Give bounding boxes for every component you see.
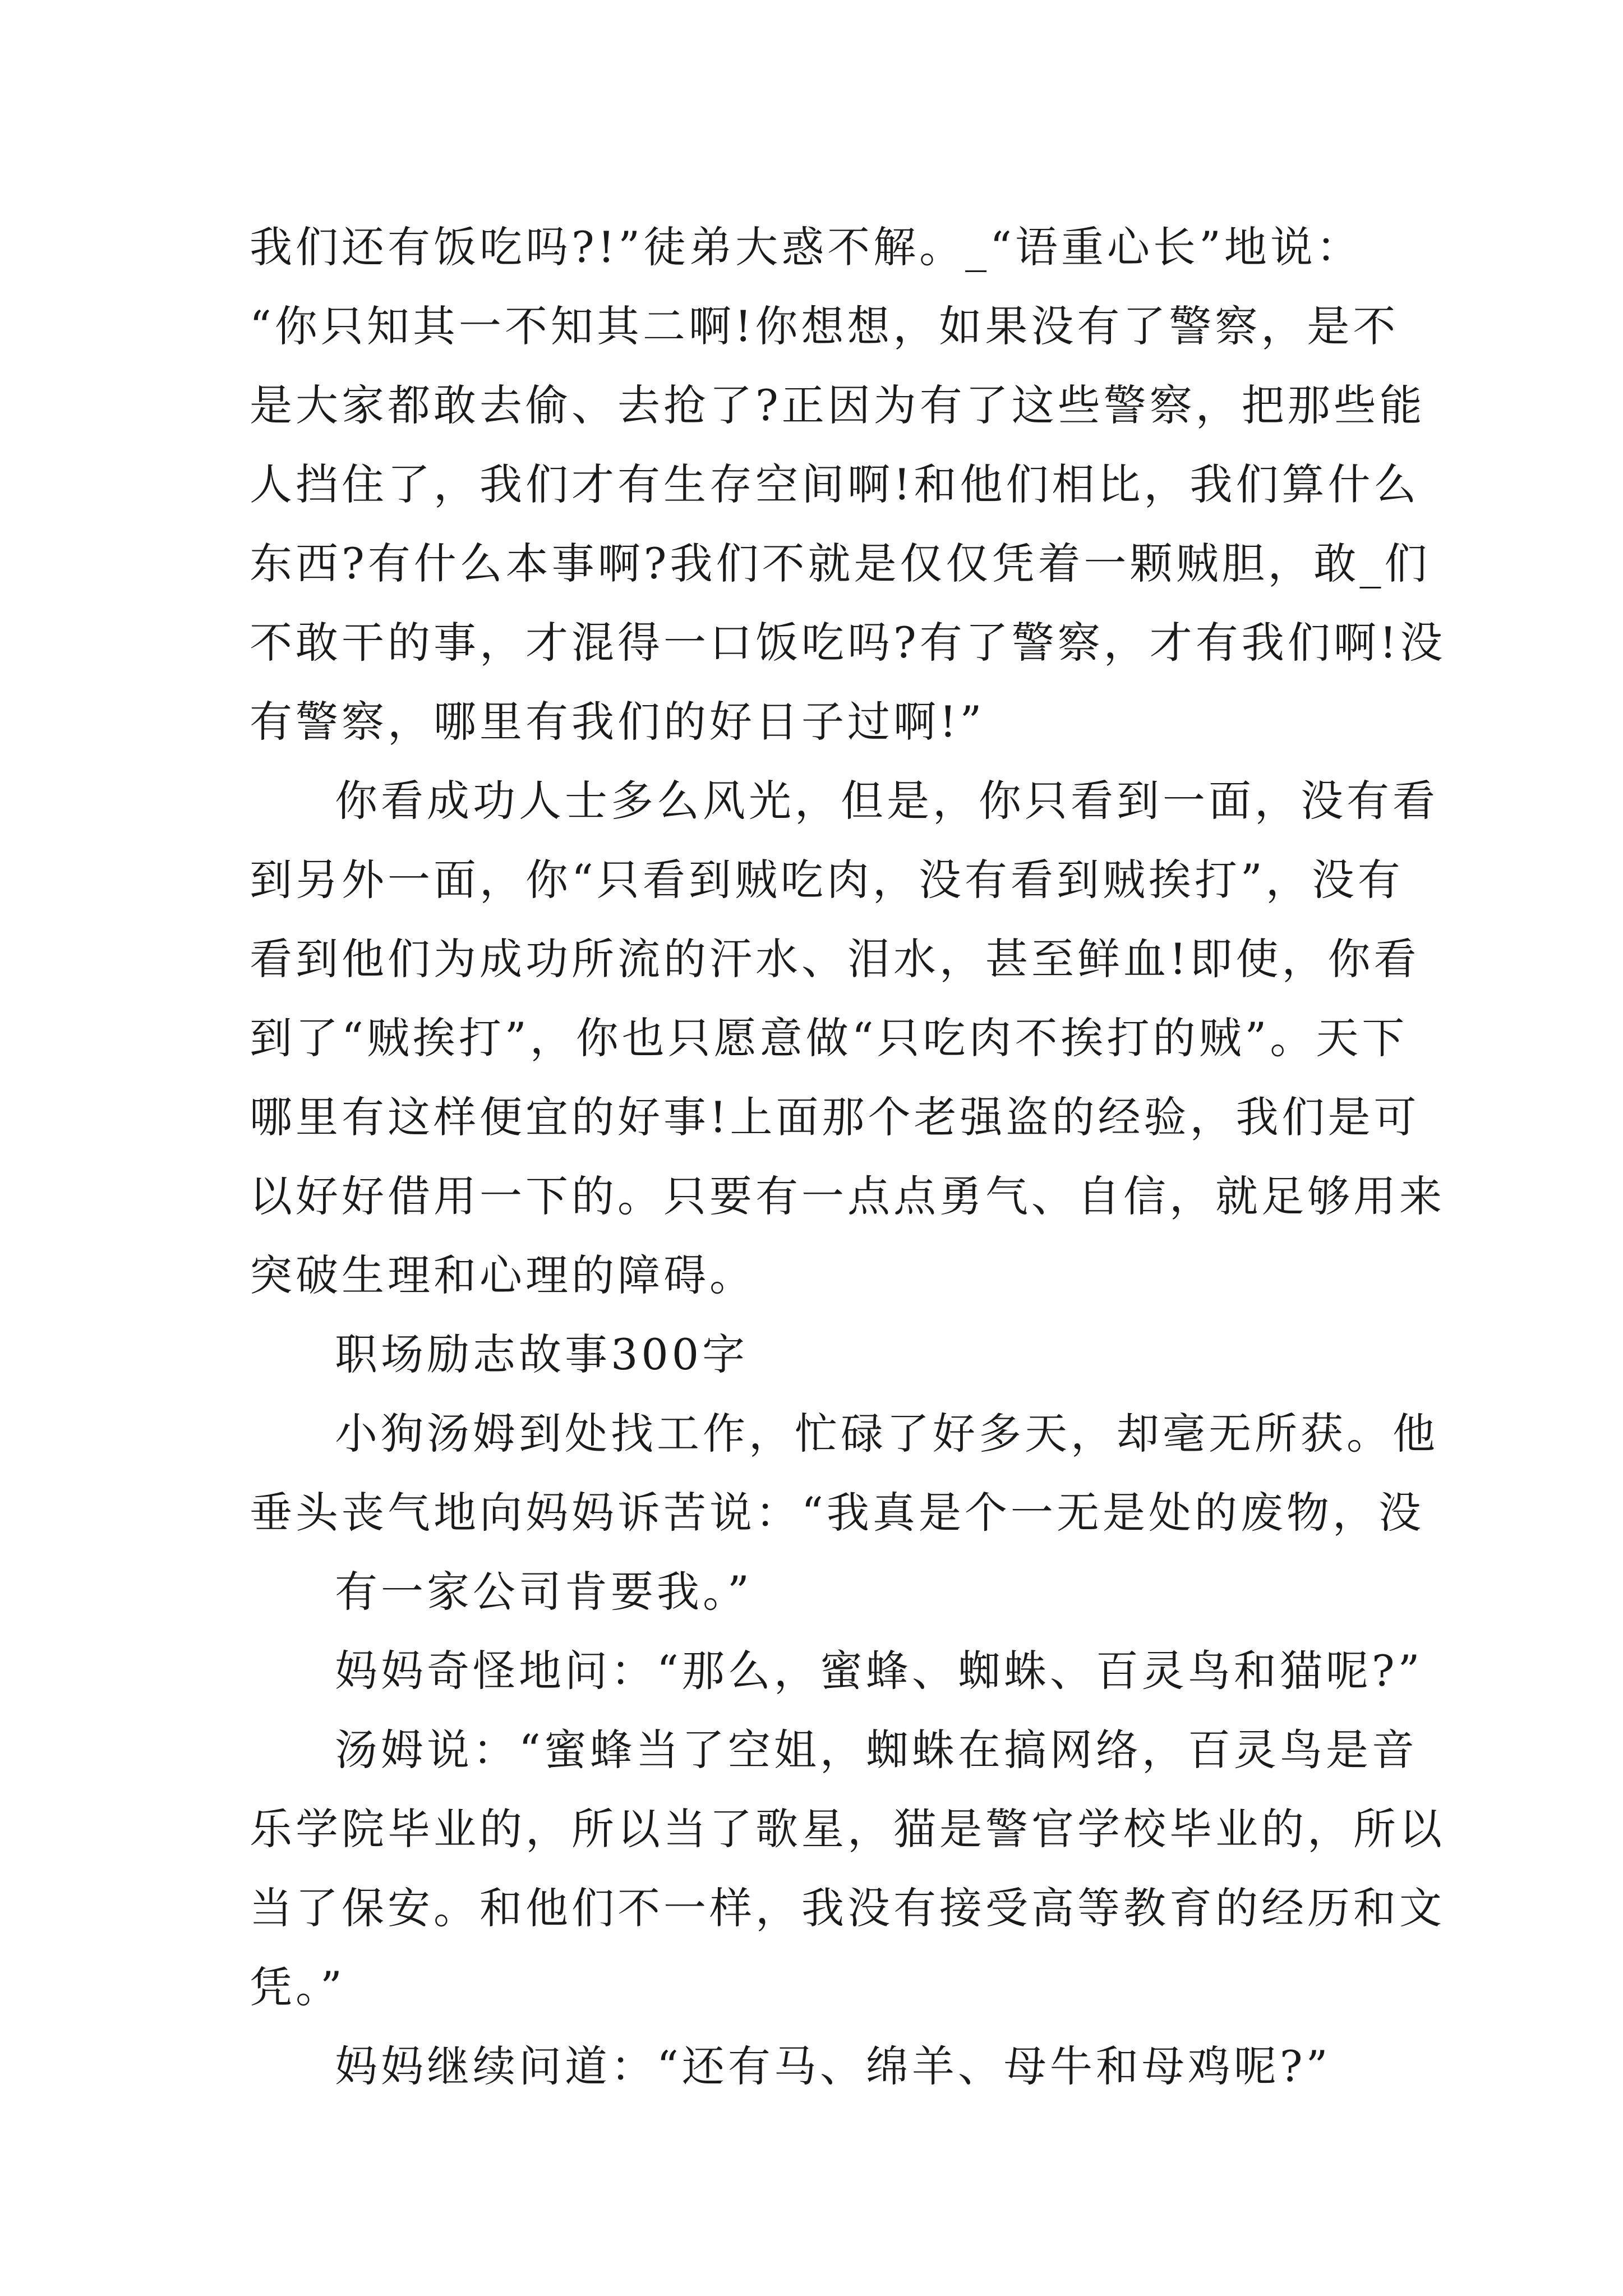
text-line: 到另外一面，你“只看到贼吃肉，没有看到贼挨打”，没有	[250, 855, 1404, 905]
paragraph-start-line: 妈妈继续问道：“还有马、绵羊、母牛和母鸡呢?”	[335, 2041, 1331, 2091]
paragraph-start-line: 汤姆说：“蜜蜂当了空姐，蜘蛛在搞网络，百灵鸟是音	[335, 1725, 1418, 1775]
text-line: 突破生理和心理的障碍。	[250, 1250, 755, 1300]
text-line: 乐学院毕业的，所以当了歌星，猫是警官学校毕业的，所以	[250, 1804, 1445, 1854]
text-line: 凭。”	[250, 1962, 345, 2012]
text-line: 以好好借用一下的。只要有一点点勇气、自信，就足够用来	[250, 1171, 1445, 1221]
paragraph-start-line: 妈妈奇怪地问：“那么，蜜蜂、蜘蛛、百灵鸟和猫呢?”	[335, 1646, 1423, 1696]
text-line: 垂头丧气地向妈妈诉苦说：“我真是个一无是处的废物，没	[250, 1488, 1424, 1538]
text-line: 不敢干的事，才混得一口饭吃吗?有了警察，才有我们啊!没	[250, 618, 1446, 668]
text-line: 有警察，哪里有我们的好日子过啊!”	[250, 697, 985, 747]
text-line: 当了保安。和他们不一样，我没有接受高等教育的经历和文	[250, 1883, 1445, 1933]
text-line: 哪里有这样便宜的好事!上面那个老强盗的经验，我们是可	[250, 1092, 1420, 1142]
document-body	[250, 208, 1446, 2106]
text-line: 看到他们为成功所流的汗水、泪水，甚至鲜血!即使，你看	[250, 934, 1420, 984]
text-line: 东西?有什么本事啊?我们不就是仅仅凭着一颗贼胆，敢_们	[250, 539, 1431, 588]
text-line: “你只知其一不知其二啊!你想想，如果没有了警察，是不	[250, 301, 1399, 351]
text-line: 有一家公司肯要我。”	[335, 1567, 753, 1617]
text-line: 人挡住了，我们才有生存空间啊!和他们相比，我们算什么	[250, 459, 1420, 509]
text-line: 是大家都敢去偷、去抢了?正因为有了这些警察，把那些能	[250, 380, 1426, 430]
text-line: 到了“贼挨打”，你也只愿意做“只吃肉不挨打的贼”。天下	[250, 1013, 1408, 1063]
section-heading: 职场励志故事300字	[335, 1329, 749, 1379]
text-line: 我们还有饭吃吗?!”徒弟大惑不解。_“语重心长”地说：	[250, 222, 1362, 272]
paragraph-start-line: 你看成功人士多么风光，但是，你只看到一面，没有看	[335, 776, 1438, 826]
paragraph-start-line: 小狗汤姆到处找工作，忙碌了好多天，却毫无所获。他	[335, 1409, 1438, 1458]
